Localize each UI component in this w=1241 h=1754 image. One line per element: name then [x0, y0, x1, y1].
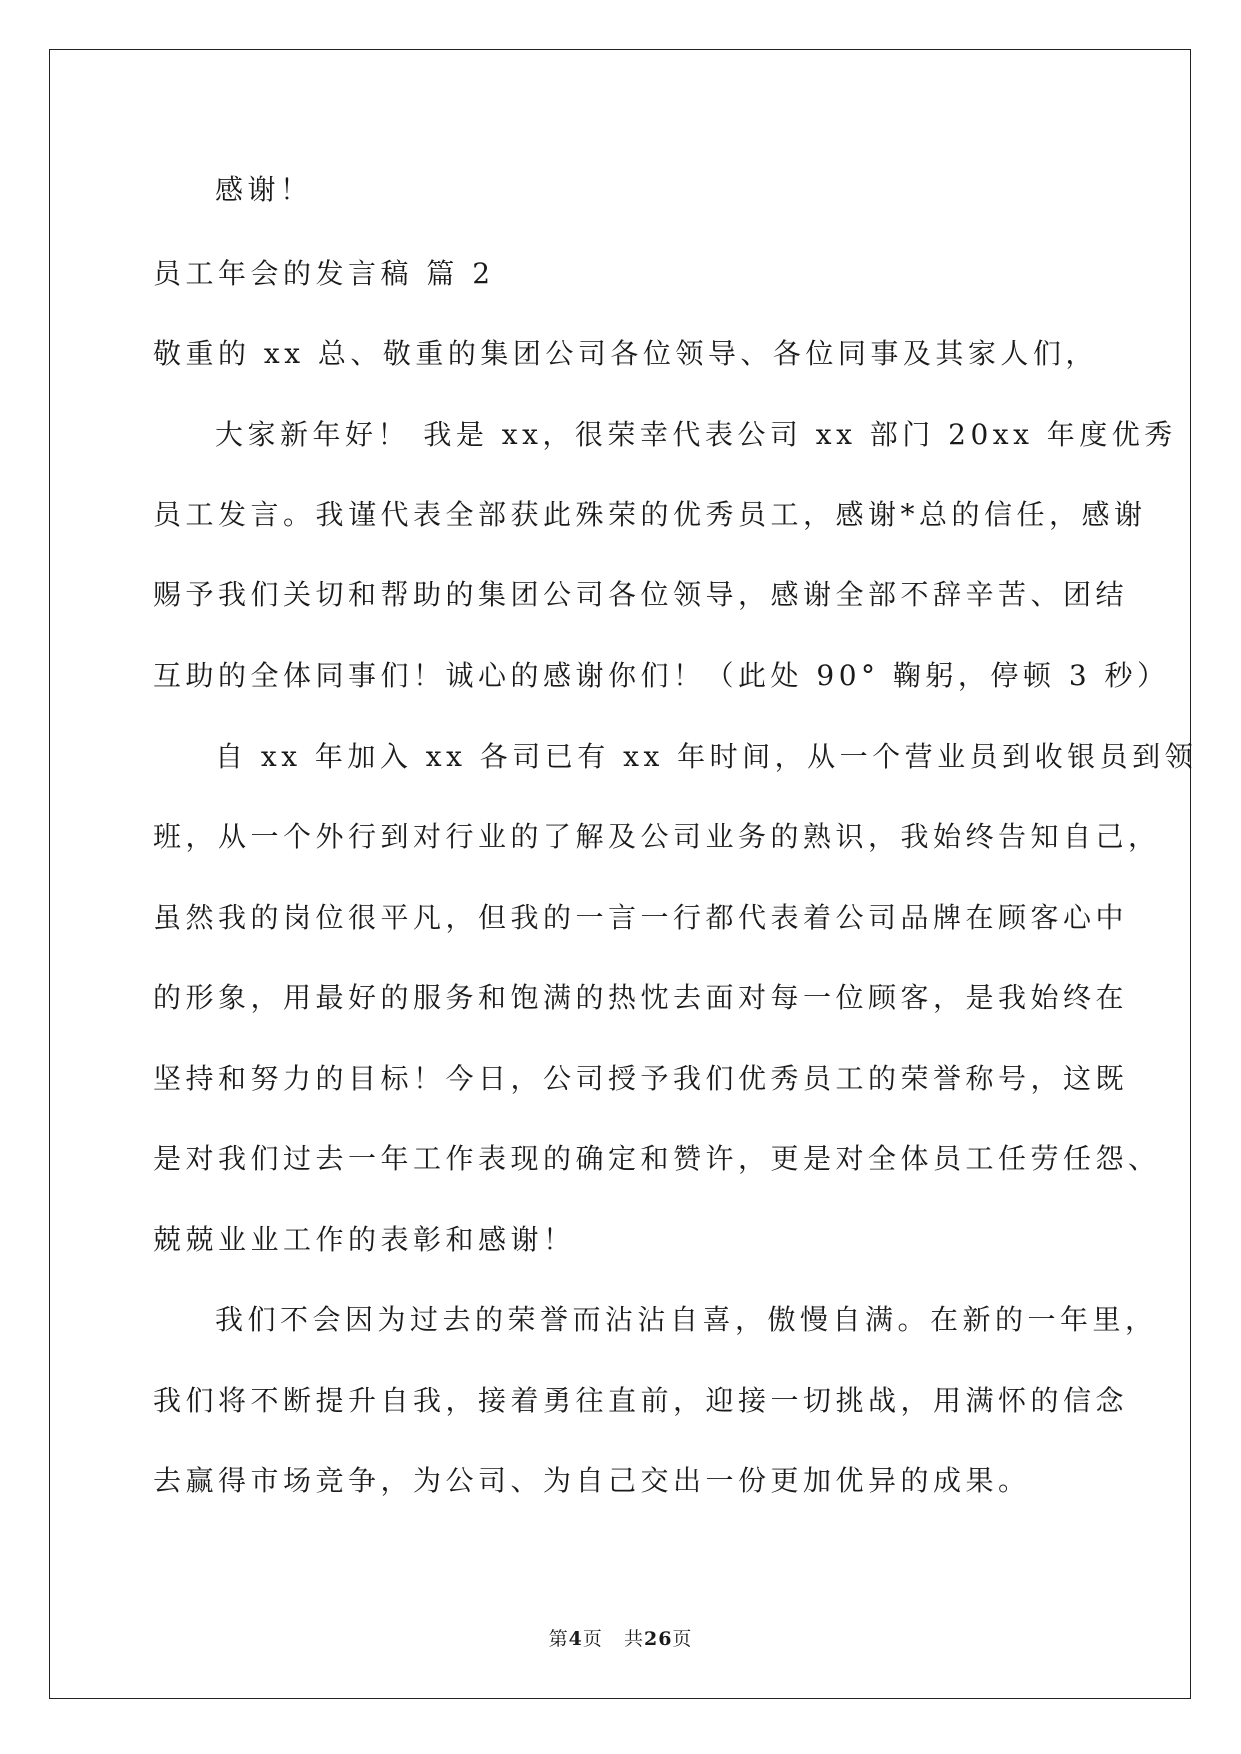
page-footer — [0, 1624, 1241, 1651]
body-line: 大家新年好！ 我是 xx，很荣幸代表公司 xx 部门 20xx 年度优秀 — [215, 418, 1177, 451]
footer-page-number: 4 — [568, 1628, 583, 1650]
body-line: 自 xx 年加入 xx 各司已有 xx 年时间，从一个营业员到收银员到领 — [215, 740, 1198, 773]
footer-page-unit: 页 — [582, 1628, 603, 1650]
body-line: 员工发言。我谨代表全部获此殊荣的优秀员工，感谢*总的信任，感谢 — [153, 498, 1147, 531]
closing-thanks: 感谢！ — [215, 173, 313, 206]
footer-total-unit: 页 — [672, 1628, 693, 1650]
footer-page-prefix: 第 — [548, 1628, 569, 1650]
section-title: 员工年会的发言稿 篇 2 — [153, 257, 495, 290]
footer-total-prefix: 共 — [623, 1628, 644, 1650]
body-line: 班，从一个外行到对行业的了解及公司业务的熟识，我始终告知自己， — [153, 820, 1161, 853]
body-line: 的形象，用最好的服务和饱满的热忱去面对每一位顾客，是我始终在 — [153, 981, 1129, 1014]
body-line: 互助的全体同事们！诚心的感谢你们！（此处 90° 鞠躬，停顿 3 秒） — [153, 659, 1170, 692]
body-line: 去赢得市场竞争，为公司、为自己交出一份更加优异的成果。 — [153, 1464, 1031, 1497]
body-line: 兢兢业业工作的表彰和感谢！ — [153, 1223, 576, 1256]
body-line: 我们将不断提升自我，接着勇往直前，迎接一切挑战，用满怀的信念 — [153, 1384, 1129, 1417]
salutation: 敬重的 xx 总、敬重的集团公司各位领导、各位同事及其家人们， — [153, 337, 1098, 370]
footer-total-pages: 26 — [643, 1628, 673, 1650]
page-border — [49, 49, 1191, 1699]
body-line: 我们不会因为过去的荣誉而沾沾自喜，傲慢自满。在新的一年里， — [215, 1303, 1158, 1336]
body-line: 虽然我的岗位很平凡，但我的一言一行都代表着公司品牌在顾客心中 — [153, 901, 1129, 934]
body-line: 赐予我们关切和帮助的集团公司各位领导，感谢全部不辞辛苦、团结 — [153, 578, 1129, 611]
body-line: 是对我们过去一年工作表现的确定和赞许，更是对全体员工任劳任怨、 — [153, 1142, 1161, 1175]
body-line: 坚持和努力的目标！今日，公司授予我们优秀员工的荣誉称号，这既 — [153, 1062, 1129, 1095]
